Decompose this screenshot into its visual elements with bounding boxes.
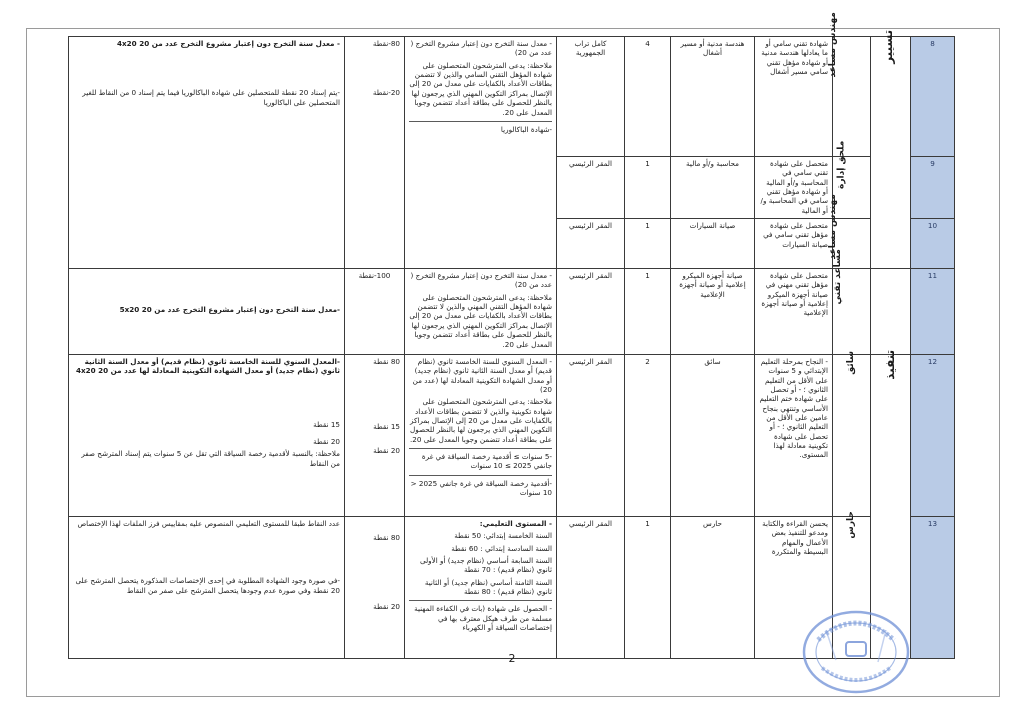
criteria-note: ملاحظة: يدعى المترشحون المتحصلون على شهادة المؤهل التقني السامي والذين لا تتضمن بطاقات الأعداد بالكفايات على معدل من 20 إلى الإتصال بمراكز التكوين المهني الذي يرجعون لها بالنظر للحصول على بطاقة أعداد تتضمن وجوبا المعدل على 20.: [409, 60, 552, 117]
criteria-item: -5 سنوات ≥ أقدمية رخصة السياقة في غرة جانفي 2025 ≥ 10 سنوات: [421, 452, 552, 471]
table-row-12: [69, 354, 955, 516]
divider: [409, 121, 552, 122]
criteria-item: - المعدل السنوي للسنة الخامسة ثانوي (نظام قديم) أو معدل السنة الثانية ثانوي (نظام جديد) أو معدل الشهادة التكوينية المعادلة لها (عدد من 20): [412, 356, 552, 394]
notes: [69, 269, 345, 355]
points-value: 20 نقطة: [373, 602, 400, 612]
criteria-note: ملاحظة: يدعى المترشحون المتحصلون على شهادة تكوينية والذين لا تتضمن بطاقات الأعداد بالكفايات على معدل من 20 إلى الإتصال بمراكز التكوين المهني الذي يرجعون لها بالنظر للحصول على بطاقة أعداد تتضمن وجوبا المعدل على 20.: [409, 397, 552, 444]
points-value: 80 نقطة: [373, 356, 400, 366]
criteria-heading: - المستوى التعليمي:: [479, 518, 552, 528]
criteria-note: ملاحظة: يدعى المترشحون المتحصلون على شهادة المؤهل التقني المهني والذين لا تتضمن بطاقات الأعداد بالكفايات على معدل من 20 إلى الإتصال بمراكز التكوين المهني الذي يرجعون لها بالنظر للحصول على بطاقة أعداد تتضمن وجوبا المعدل على 20.: [409, 292, 552, 349]
row-number: 9: [911, 157, 955, 219]
qualification: يحسن القراءة والكتابة ومدعو للتنفيذ بعض الأعمال والمهام البسيطة والمتكررة: [755, 516, 833, 658]
points-value: 100-نقطة: [358, 271, 391, 280]
divider: [409, 448, 552, 449]
note-item: 15 نقطة: [313, 419, 340, 429]
row-number: 11: [911, 269, 955, 355]
specialty: صيانة أجهزة الميكرو إعلامية أو صيانة أجهزة الإعلامية: [671, 269, 755, 355]
job-title: مساعد تقني: [833, 269, 871, 355]
note-item: ملاحظة: بالنسبة لأقدمية رخصة السياقة التي تقل عن 5 سنوات يتم إسناد المترشح صفر من النقاط: [81, 449, 340, 468]
points: [345, 354, 405, 516]
note-item: -المعدل السنوي للسنة الخامسة ثانوي (نظام قديم) أو معدل السنة الثانية ثانوي (نظام جديد) أو معدل الشهادة التكوينية المعادلة لها عدد من 20 4x20: [76, 356, 340, 376]
qualification: متحصل على شهادة تقني سامي في المحاسبة و/أو المالية أو شهادة مؤهل تقني سامي في المحاسبة و/أو المالية: [755, 157, 833, 219]
criteria: [405, 269, 557, 355]
job-title: ملحق إدارة: [833, 157, 871, 219]
specialty: محاسبة و/أو مالية: [671, 157, 755, 219]
criteria-item: - معدل سنة التخرج دون إعتبار مشروع التخرج ( عدد من 20): [410, 39, 552, 58]
positions-count: 1: [625, 269, 671, 355]
points-value: 80 نقطة: [373, 532, 400, 542]
notes: [69, 354, 345, 516]
row-number: 10: [911, 219, 955, 269]
criteria-item: -أقدمية رخصة السياقة في غرة جانفي 2025 < 10 سنوات: [410, 478, 552, 498]
specialty: هندسة مدنية أو مسير أشغال: [671, 37, 755, 157]
qualification: متحصل على شهادة مؤهل تقني سامي في صيانة السيارات: [755, 219, 833, 269]
group-label: تنفيذ: [882, 349, 897, 380]
location: المقر الرئيسي: [557, 269, 625, 355]
job-title: سائق: [833, 354, 871, 516]
points: [345, 37, 405, 269]
page-number: 2: [508, 652, 516, 665]
job-title: مهندس مساعد: [833, 37, 871, 157]
points: [345, 269, 405, 355]
points: [345, 516, 405, 658]
row-number: 12: [911, 354, 955, 516]
note-item: عدد النقاط طبقا للمستوى التعليمي المنصوص عليه بمقاييس فرز الملفات لهذا الإختصاص: [77, 518, 340, 528]
qualification: - النجاح بمرحلة التعليم الإبتدائي و 5 سنوات على الأقل من التعليم الثانوي ؛ - أو تحصل على شهادة ختم التعليم الأساسي وتنتهي بنجاح عامين على الأقل من التعليم الثانوي ؛ - أو تحصل على شهادة تكوينية معادلة لهذا المستوى.: [755, 354, 833, 516]
positions-count: 1: [625, 516, 671, 658]
location: المقر الرئيسي: [557, 354, 625, 516]
location: كامل تراب الجمهورية: [557, 37, 625, 157]
points-value: 15 نقطة: [373, 422, 400, 432]
positions-count: 1: [625, 157, 671, 219]
location: المقر الرئيسي: [557, 516, 625, 658]
notes: [69, 516, 345, 658]
table-row-11: [69, 269, 955, 355]
location: المقر الرئيسي: [557, 157, 625, 219]
positions-count: 1: [625, 219, 671, 269]
criteria: [405, 516, 557, 658]
note-item: -يتم إسناد 20 نقطة للمتحصلين على شهادة الباكالوريا فيما يتم إسناد 0 من النقاط للغير المتحصلين على الباكالوريا: [82, 88, 340, 107]
note-item: 20 نقطة: [313, 436, 340, 446]
official-stamp-icon: [796, 600, 916, 700]
note-item: - معدل سنة التخرج دون إعتبار مشروع التخرج عدد من 20 4x20: [117, 39, 340, 48]
positions-count: 4: [625, 37, 671, 157]
specialty: سائق: [671, 354, 755, 516]
points-value: 20 نقطة: [373, 445, 400, 455]
criteria-item: السنة السابعة أساسي (نظام جديد) أو الأولى ثانوي (نظام قديم) : 70 نقطة: [419, 555, 552, 575]
specialty: صيانة السيارات: [671, 219, 755, 269]
points-value: 20-نقطة: [372, 88, 400, 98]
criteria-item: السنة الخامسة إبتدائي: 50 نقطة: [454, 531, 552, 541]
note-item: -في صورة وجود الشهادة المطلوبة في إحدى الإختصاصات المذكورة يتحصل المترشح على 20 نقطة وفي صورة عدم وجودها يتحصل المترشح على صفر من النقاط: [75, 576, 340, 595]
criteria-item: -شهادة الباكالوريا: [500, 124, 552, 134]
note-item: -معدل سنة التخرج دون إعتبار مشروع التخرج عدد من 20 5x20: [119, 305, 340, 315]
recruitment-table: [68, 12, 955, 659]
row-number: 8: [911, 37, 955, 157]
divider: [409, 475, 552, 476]
divider: [409, 600, 552, 601]
group-cell-empty: [871, 269, 911, 355]
criteria-item: السنة الثامنة أساسي (نظام جديد) أو الثانية ثانوي (نظام قديم) : 80 نقطة: [424, 577, 552, 597]
row-number: 13: [911, 516, 955, 658]
qualification: متحصل على شهادة مؤهل تقني مهني في صيانة أجهزة الميكرو إعلامية أو صيانة أجهزة الإعلامية: [755, 269, 833, 355]
table-row-8: [69, 37, 955, 157]
group-label: تسيير: [881, 29, 896, 64]
points-value: 80-نقطة: [372, 39, 400, 48]
group-cell-management: [871, 29, 911, 269]
qualification: شهادة تقني سامي أو ما يعادلها هندسة مدنية أو شهادة مؤهل تقني سامي مسير أشغال: [755, 37, 833, 157]
criteria: [405, 354, 557, 516]
job-title: مهندس مساعد: [833, 219, 871, 269]
notes: [69, 37, 345, 269]
criteria-item: - معدل سنة التخرج دون إعتبار مشروع التخرج ( عدد من 20): [410, 271, 552, 290]
criteria: [405, 37, 557, 269]
location: المقر الرئيسي: [557, 219, 625, 269]
job-title: حارس: [833, 516, 871, 658]
specialty: حارس: [671, 516, 755, 658]
positions-count: 2: [625, 354, 671, 516]
criteria-item: - الحصول على شهادة (بات في الكفاءة المهنية مسلمة من طرف هيكل معترف بها في إختصاصات السياقة أو الكهرباء: [414, 604, 552, 633]
criteria-item: السنة السادسة إبتدائي : 60 نقطة: [451, 543, 552, 553]
